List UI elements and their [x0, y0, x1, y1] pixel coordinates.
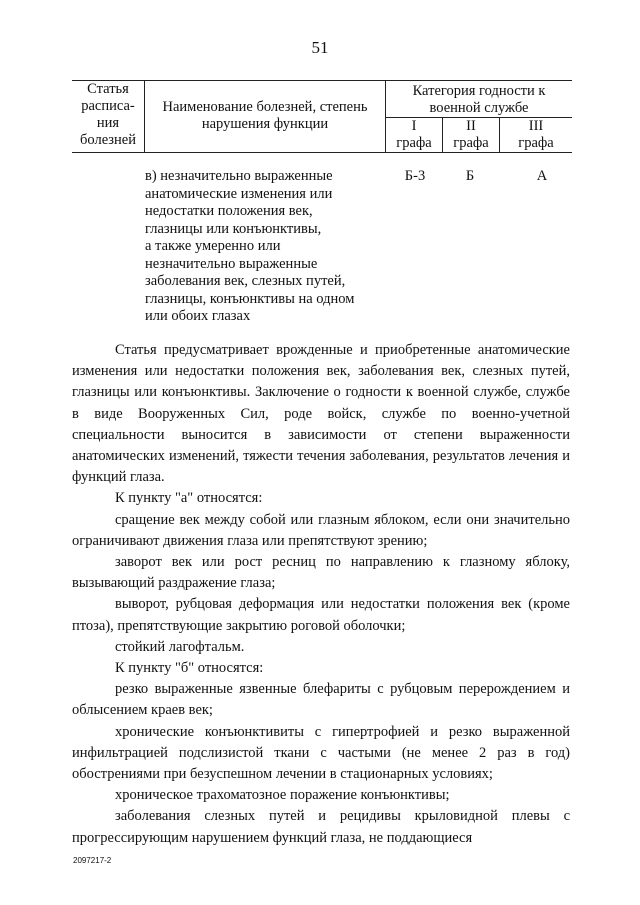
category-line: военной службе: [429, 100, 529, 116]
paragraph: сращение век между собой или глазным яблоком, если они значительно ограничивают движения глаза или препятствуют зрению;: [72, 511, 570, 549]
paragraph: выворот, рубцовая деформация или недостатки положения век (кроме птоза), препятствующие закрытию роговой оболочки;: [72, 596, 570, 634]
row-line: в) незначительно выраженные: [145, 168, 333, 184]
page-number: 51: [311, 38, 329, 57]
paragraph: стойкий лагофтальм.: [115, 638, 245, 655]
paragraph: К пункту "б" относятся:: [115, 660, 264, 677]
row-line: а также умеренно или: [145, 238, 281, 254]
grafa-3-header: [500, 118, 573, 153]
paragraph: резко выраженные язвенные блефариты с рубцовым перерождением и облысением краев век;: [72, 681, 570, 719]
grafa-label: графа: [396, 135, 432, 151]
footer-code: 2097217-2: [73, 856, 112, 865]
table-header: [72, 80, 572, 153]
col-article-header: [72, 81, 145, 153]
col2-line: Наименование болезней, степень: [162, 99, 368, 115]
paragraph: Статья предусматривает врожденные и приобретенные анатомические изменения или недостатки положения век, заболевания век, слезных путей, глазницы или конъюнктивы. Заключение о годности к военной службе, службе в виде Вооруженных Сил, роде войск, службе по военно-учетной специальности выносится в зависимости от степени выраженности анатомических изменений, тяжести течения заболевания, результатов лечения и функций глаза.: [72, 342, 570, 486]
col1-line: Статья: [87, 81, 129, 97]
paragraph: заболевания слезных путей и рецидивы крыловидной плевы с прогрессирующим нарушением функций глаза, не поддающиеся: [72, 808, 570, 846]
grade-grafa-2: Б: [465, 168, 475, 184]
grafa-num: III: [528, 118, 544, 134]
row-disease-description: [145, 168, 385, 326]
row-line: недостатки положения век,: [145, 203, 313, 219]
paragraph: К пункту "а" относятся:: [115, 490, 263, 507]
row-line: или обоих глазах: [145, 308, 251, 324]
paragraph: хроническое трахоматозное поражение конъюнктивы;: [115, 787, 450, 804]
grafa-1-header: [386, 118, 443, 153]
row-line: глазницы, конъюнктивы на одном: [145, 290, 355, 307]
grafa-label: графа: [518, 135, 554, 151]
row-line: заболевания век, слезных путей,: [145, 273, 346, 289]
paragraph: заворот век или рост ресниц по направлению к глазному яблоку, вызывающий раздражение глаза;: [72, 554, 570, 592]
body-text: [72, 340, 570, 849]
paragraph: хронические конъюнктивиты с гипертрофией и резко выраженной инфильтрацией подслизистой ткани с частыми (не менее 2 раз в год) обострениями при безуспешном лечении в стационарных условиях;: [72, 723, 570, 783]
grade-grafa-1: Б-3: [404, 168, 426, 184]
grafa-num: I: [411, 118, 417, 134]
col1-line: болезней: [80, 132, 136, 148]
col2-line: нарушения функции: [201, 116, 329, 132]
col1-line: расписа-: [81, 98, 135, 114]
col-disease-header: [145, 81, 386, 153]
grafa-label: графа: [453, 135, 489, 151]
grade-grafa-3: А: [536, 168, 548, 184]
row-line: анатомические изменения или: [145, 185, 333, 202]
grafa-num: II: [466, 118, 476, 134]
category-line: Категория годности к: [412, 83, 546, 99]
category-header: [386, 81, 573, 118]
row-line: незначительно выраженные: [145, 255, 318, 272]
grafa-2-header: [443, 118, 500, 153]
row-line: глазницы или конъюнктивы,: [145, 220, 322, 237]
col1-line: ния: [96, 115, 120, 131]
